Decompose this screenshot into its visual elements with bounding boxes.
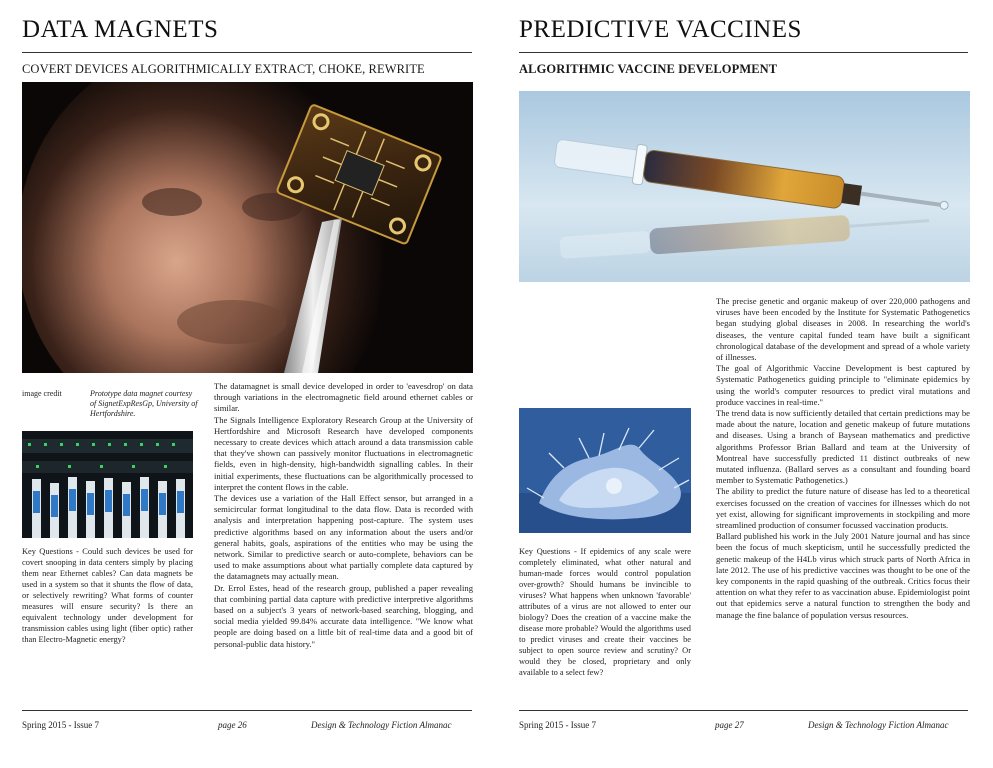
- right-paragraph-4: The ability to predict the future nature of disease has led to a theoretical exercises focussed on the creation of vaccines for illnesses which do not yet exist, allowing for significant improvements in stockpiling and more streamlined production of consumer focussed vaccination products.: [716, 486, 970, 531]
- right-article-body: [716, 296, 970, 621]
- right-footer-rule: [519, 710, 968, 711]
- left-paragraph-3: The devices use a variation of the Hall Effect sensor, but arranged in a semicircular format longitudinal to the data flow. Data is recorded with analysis and interpretation happening post-capture. The system uses predictive algorithms based on any information about the users and/or general habits, goals, aspirations of the entities who may be using the network. Similar to predictive search or auto-complete, behaviors can be used to make assumptions about what partially complete data captured by the datamagnets may actually mean.: [214, 493, 473, 582]
- data-magnet-photo: [22, 82, 473, 373]
- right-paragraph-1: The precise genetic and organic makeup of over 220,000 pathogens and viruses have been encoded by the Institute for Systematic Pathogenetics began studying global diseases in 2008. In researching the world's diseases, the venture capital funded team have built a significant chronological database of the development and spread of a whole variety of illnesses.: [716, 296, 970, 363]
- left-footer-page: page 26: [218, 720, 247, 730]
- right-footer-issue: Spring 2015 - Issue 7: [519, 720, 596, 730]
- left-page-subtitle: COVERT DEVICES ALGORITHMICALLY EXTRACT, CHOKE, REWRITE: [22, 62, 425, 76]
- right-key-questions: Key Questions - If epidemics of any scale were completely eliminated, what other natural and human-made forces would control population over-growth? Should humans be invincible to viruses? What happens when unknown 'favorable' attributes of a virus are not allowed to enter our biology? Does the creation of a vaccine make the disease more probable? Would the algorithms used to predict viruses and create their vaccines be subject to open source review and scrutiny? Or would they be closed, proprietary and only available to a select few?: [519, 547, 691, 677]
- syringe-image: [519, 91, 970, 282]
- left-footer-publication: Design & Technology Fiction Almanac: [311, 720, 452, 730]
- left-paragraph-4: Dr. Errol Estes, head of the research group, published a paper revealing that combining partial data capture with predictive interpretive algorithms based on a subject's 3 years of network-based searching, blogging, and social media yielded 99.84% accurate data intelligence. "We know what people are doing based on a little bit of real-time data and a good bit of personal-public data history.": [214, 582, 473, 649]
- left-key-questions: Key Questions - Could such devices be used for covert snooping in data centers simply by placing them near Ethernet cables? Can data magnets be used in a system so that it shunts the flow of data, or selectively rewriting? What forms of counter measures will ensure security? Is there an equivalent technology under development for transmission cables using light (fiber optic) rather than Electro-Magnetic energy?: [22, 547, 193, 644]
- ethernet-cables-image: [22, 431, 193, 538]
- left-article-body: [214, 381, 473, 650]
- left-title-rule: [22, 52, 472, 53]
- syringe-photo: [519, 91, 970, 282]
- right-page-title: PREDICTIVE VACCINES: [519, 16, 802, 43]
- right-page-subtitle: ALGORITHMIC VACCINE DEVELOPMENT: [519, 62, 778, 76]
- right-footer-publication: Design & Technology Fiction Almanac: [808, 720, 949, 730]
- virus-cell-image: [519, 408, 691, 533]
- left-page-title: DATA MAGNETS: [22, 16, 219, 43]
- image-caption: Prototype data magnet courtesy of SignetExpResGp, University of Hertfordshire.: [90, 389, 198, 418]
- left-footer-rule: [22, 710, 472, 711]
- left-footer-issue: Spring 2015 - Issue 7: [22, 720, 99, 730]
- image-credit-label: image credit: [22, 389, 62, 398]
- left-paragraph-1: The datamagnet is small device developed in order to 'eavesdrop' on data through variations in the electromagnetic field around ethernet cables or similar.: [214, 381, 473, 414]
- right-title-rule: [519, 52, 968, 53]
- right-paragraph-3: The trend data is now sufficiently detailed that certain predictions may be made about the nature, location and genetic makeup of future mutations and diseases. Using a branch of Baysean mathematics and predictive algorithms Professor Brian Ballard and team at the University of Montreal have successfully predicted 11 distinct outbreaks of new mutated influenza. (Ballard serves as a consultant and founding board member to Systematic Pathogenetics.): [716, 408, 970, 486]
- left-paragraph-2: The Signals Intelligence Exploratory Research Group at the University of Hertfordshire and Microsoft Research have developed components necessary to create devices which attach around a data transmission cable that they've shown can passively monitor fluctuations in electromagnetic fields, even in high-density, high-bandwidth signalling cables. In their initial experiments, these fluctuations can be algorithmically processed to interpret the content flows in the cable.: [214, 414, 473, 492]
- chip-held-by-tweezers-image: [22, 82, 473, 373]
- right-paragraph-2: The goal of Algorithmic Vaccine Development is best captured by Systematic Pathogenetics guiding principle to "eliminate epidemics by using the world's computer resources to predict viral mutations and produce vaccines in real-time.": [716, 363, 970, 407]
- network-cables-photo: [22, 431, 193, 538]
- right-footer-page: page 27: [715, 720, 744, 730]
- right-paragraph-5: Ballard published his work in the July 2001 Nature journal and has since been the focus of much skepticism, until he successfully predicted the genetic makeup of the H4Lb virus which struck parts of North Africa in late 2012. The use of his predictive vaccines was thought to be one of the key components in the rapid quashing of the outbreak. Critics focus their attention on what they refer to as vaccination abuse. Epidemiologist point out that epidemics serve a natural function to strengthen the body and manage the fine balance of population versus resources.: [716, 531, 970, 620]
- virus-micrograph-photo: [519, 408, 691, 533]
